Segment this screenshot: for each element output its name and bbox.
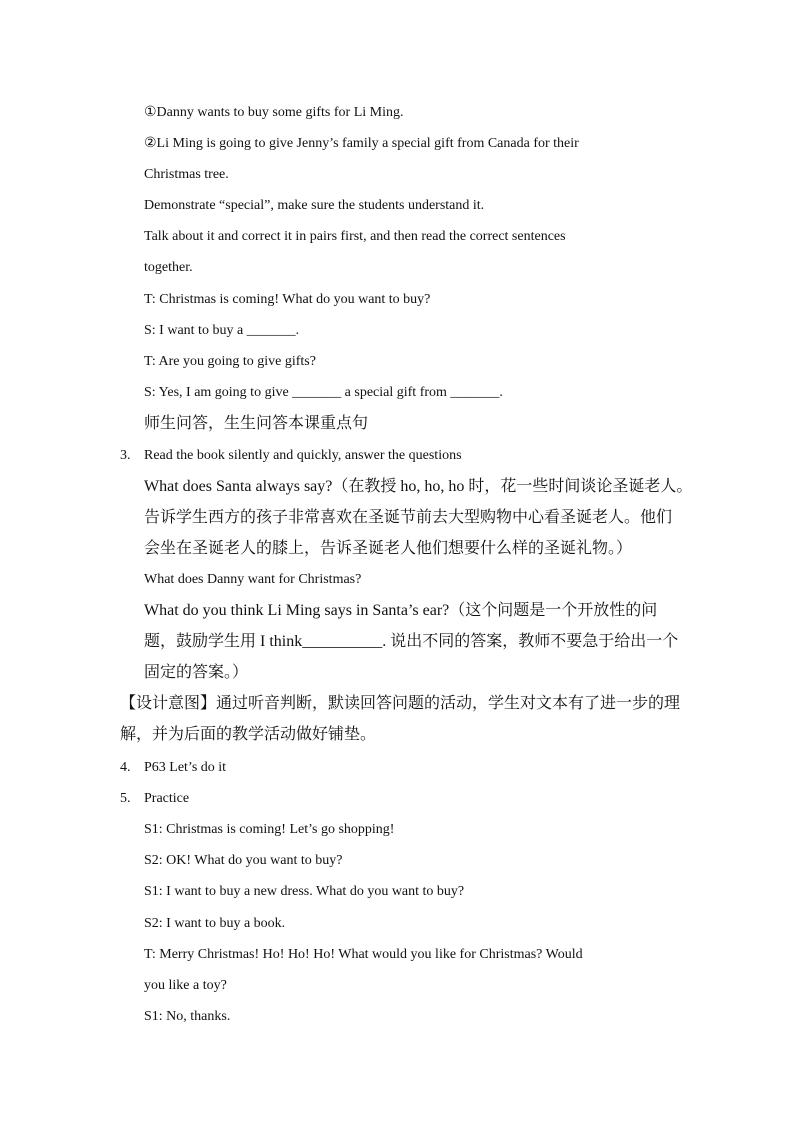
- text-line: T: Are you going to give gifts?: [144, 354, 316, 369]
- text-line: What does Danny want for Christmas?: [144, 572, 362, 587]
- list-number: 5.: [120, 791, 131, 806]
- text-line: together.: [144, 260, 193, 275]
- text-line: ②Li Ming is going to give Jenny’s family a special gift from Canada for their: [144, 136, 579, 151]
- text-line: 题，鼓励学生用 I think__________. 说出不同的答案，教师不要急于给出一个: [144, 633, 679, 650]
- text-line: Christmas tree.: [144, 167, 229, 182]
- text-line: ①Danny wants to buy some gifts for Li Ming.: [144, 105, 404, 120]
- text-line: 固定的答案。）: [144, 664, 249, 681]
- text-line: S: Yes, I am going to give _______ a special gift from _______.: [144, 385, 503, 400]
- text-line: S1: I want to buy a new dress. What do you want to buy?: [144, 884, 465, 899]
- text-line: What does Santa always say?（在教授 ho, ho, ho 时，花一些时间谈论圣诞老人。: [144, 478, 693, 495]
- text-line: T: Merry Christmas! Ho! Ho! Ho! What would you like for Christmas? Would: [144, 947, 583, 962]
- text-line: 告诉学生西方的孩子非常喜欢在圣诞节前去大型购物中心看圣诞老人。他们: [144, 509, 673, 526]
- text-line: P63 Let’s do it: [144, 760, 227, 775]
- text-line: S1: Christmas is coming! Let’s go shopping!: [144, 822, 395, 837]
- list-number: 3.: [120, 448, 131, 463]
- text-line: S2: OK! What do you want to buy?: [144, 853, 343, 868]
- text-line: S: I want to buy a _______.: [144, 323, 300, 338]
- text-line: 【设计意图】通过听音判断，默读回答问题的活动，学生对文本有了进一步的理: [120, 695, 681, 712]
- text-line: 解，并为后面的教学活动做好铺垫。: [120, 726, 377, 743]
- list-number: 4.: [120, 760, 131, 775]
- text-line: Practice: [144, 791, 190, 806]
- text-line: you like a toy?: [144, 978, 227, 993]
- text-line: S2: I want to buy a book.: [144, 916, 286, 931]
- text-line: Read the book silently and quickly, answer the questions: [144, 448, 462, 463]
- text-line: Demonstrate “special”, make sure the students understand it.: [144, 198, 485, 213]
- text-line: 会坐在圣诞老人的膝上，告诉圣诞老人他们想要什么样的圣诞礼物。）: [144, 540, 633, 557]
- text-line: T: Christmas is coming! What do you want to buy?: [144, 292, 431, 307]
- text-line: 师生问答，生生问答本课重点句: [144, 415, 369, 432]
- text-line: S1: No, thanks.: [144, 1009, 231, 1024]
- text-line: What do you think Li Ming says in Santa’s ear?（这个问题是一个开放性的问: [144, 602, 658, 619]
- text-line: Talk about it and correct it in pairs first, and then read the correct sentences: [144, 229, 566, 244]
